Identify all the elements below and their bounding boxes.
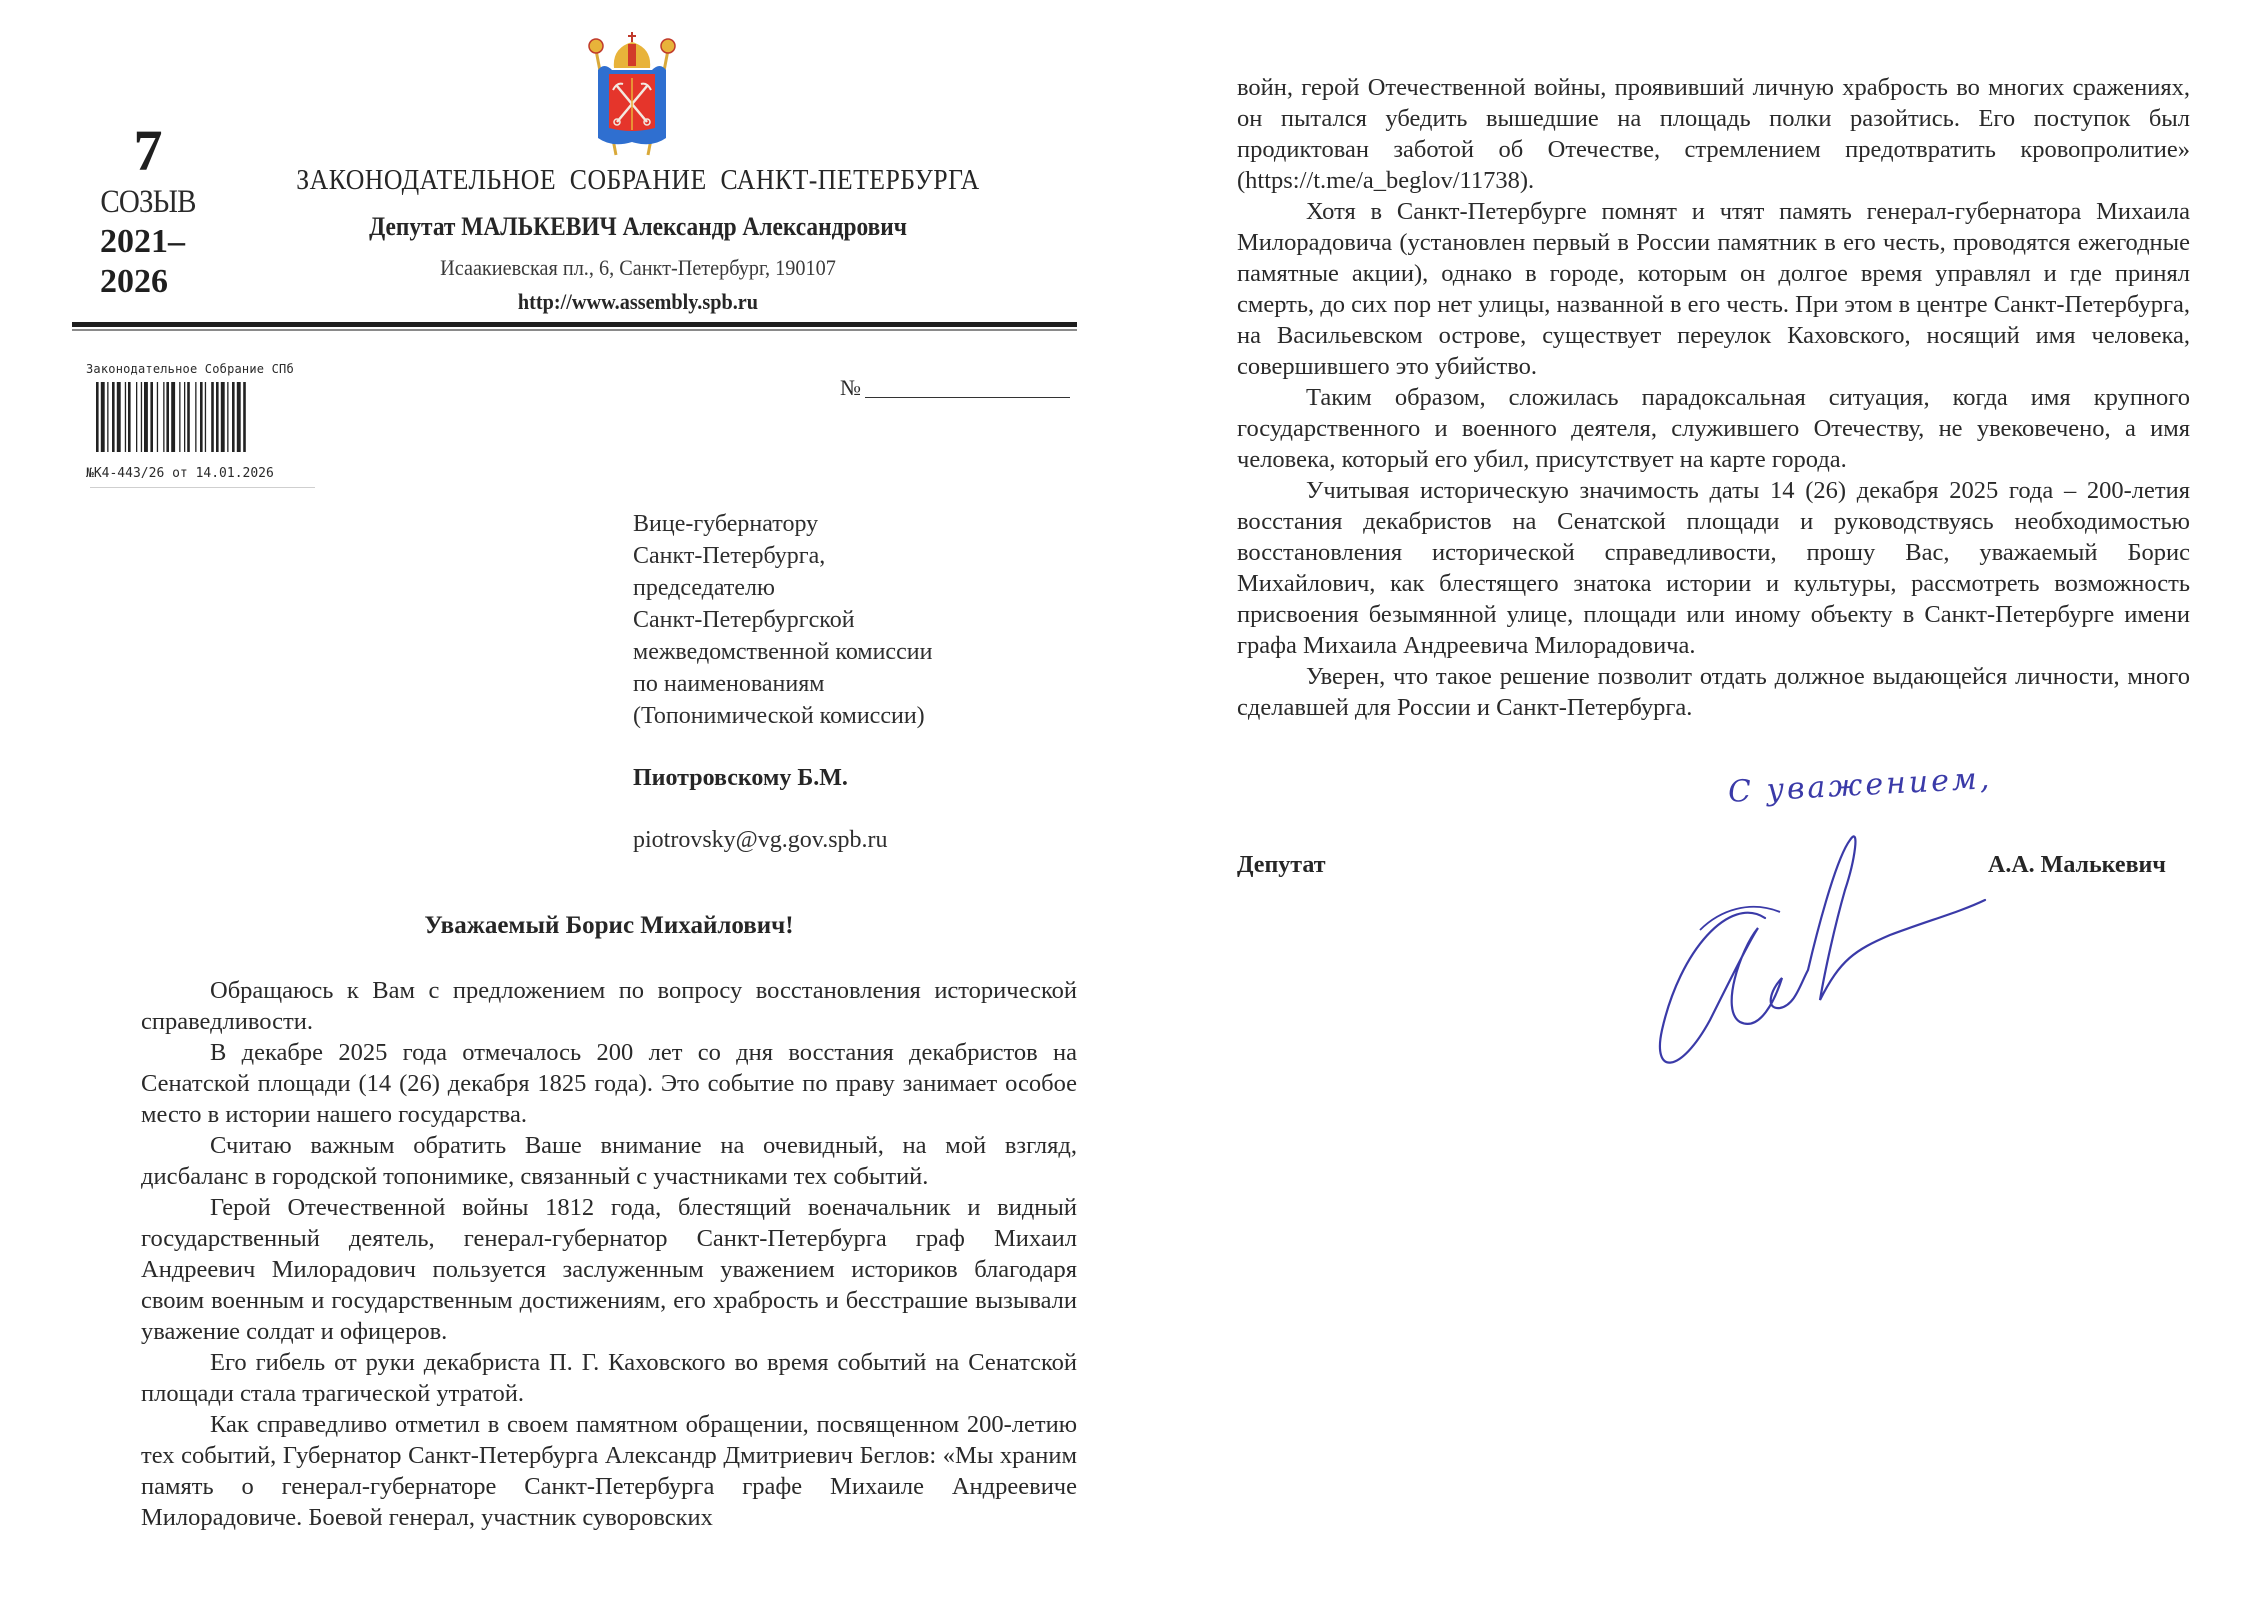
barcode-icon bbox=[96, 382, 314, 452]
body-paragraph: Обращаюсь к Вам с предложением по вопросу восстановления исторической справедливости. bbox=[141, 977, 1077, 1035]
organization-title: ЗАКОНОДАТЕЛЬНОЕ СОБРАНИЕ САНКТ-ПЕТЕРБУРГА bbox=[296, 165, 980, 196]
signature-title: Депутат bbox=[1237, 852, 1326, 878]
salutation: Уважаемый Борис Михайлович! bbox=[424, 912, 794, 939]
body-paragraph: Уверен, что такое решение позволит отдать должное выдающейся личности, много сделавшей для России и Санкт-Петербурга. bbox=[1237, 663, 2190, 721]
barcode-bar bbox=[141, 382, 142, 452]
barcode-bar bbox=[166, 382, 169, 452]
convocation-label: СОЗЫВ bbox=[100, 184, 196, 220]
barcode-bar bbox=[205, 382, 206, 452]
barcode-bar bbox=[216, 382, 219, 452]
barcode-bar bbox=[117, 382, 121, 452]
convocation-years-end: 2026 bbox=[100, 263, 168, 300]
barcode-bar bbox=[101, 382, 105, 452]
barcode-bar bbox=[107, 382, 108, 452]
signature-stroke bbox=[1660, 836, 1985, 1062]
barcode-bar bbox=[144, 382, 148, 452]
coat-of-arms-icon bbox=[582, 30, 682, 160]
barcode-bar bbox=[128, 382, 131, 452]
stamp-header: Законодательное Собрание СПб bbox=[86, 362, 294, 376]
organization-address: Исаакиевская пл., 6, Санкт-Петербург, 190107 bbox=[440, 255, 836, 280]
barcode-bar bbox=[184, 382, 185, 452]
stamp-registration-number: №К4-443/26 от 14.01.2026 bbox=[86, 466, 274, 481]
header-divider-thick bbox=[72, 322, 1077, 327]
body-paragraph: Герой Отечественной войны 1812 года, блестящий военачальник и видный государственный деятель, генерал-губернатор Санкт-Петербурга граф Михаил Андреевич Милорадович пользуется заслуженным уважением историков благодаря своим военным и государственным достижениям, его храбрость и бесстрашие вызывали уважение солдат и офицеров. bbox=[141, 1194, 1077, 1345]
addressee-line: Санкт-Петербурга, bbox=[633, 543, 826, 569]
barcode-bar bbox=[227, 382, 228, 452]
header-divider-thin bbox=[72, 329, 1077, 331]
barcode-bar bbox=[112, 382, 115, 452]
barcode-bar bbox=[211, 382, 214, 452]
addressee-line: межведомственной комиссии bbox=[633, 639, 933, 665]
body-paragraph: Считаю важным обратить Ваше внимание на очевидный, на мой взгляд, дисбаланс в городской топонимике, связанный с участниками тех событий. bbox=[141, 1132, 1077, 1190]
barcode-bar bbox=[96, 382, 99, 452]
barcode-bar bbox=[125, 382, 126, 452]
convocation-years-start: 2021– bbox=[100, 223, 185, 260]
body-paragraph: В декабре 2025 года отмечалось 200 лет со дня восстания декабристов на Сенатской площади (14 (26) декабря 1825 года). Это событие по праву занимает особое место в истории нашего государства. bbox=[141, 1039, 1077, 1128]
body-paragraph: Его гибель от руки декабриста П. Г. Каховского во время событий на Сенатской площади стала трагической утратой. bbox=[141, 1349, 1077, 1407]
barcode-bar bbox=[195, 382, 196, 452]
deputy-name-header: Депутат МАЛЬКЕВИЧ Александр Александрович bbox=[369, 212, 907, 241]
addressee-name: Пиотровскому Б.М. bbox=[633, 765, 848, 791]
barcode-bar bbox=[136, 382, 137, 452]
addressee-email: piotrovsky@vg.gov.spb.ru bbox=[633, 827, 888, 853]
organization-website: http://www.assembly.spb.ru bbox=[517, 289, 759, 314]
addressee-line: Вице-губернатору bbox=[633, 511, 819, 537]
barcode-bar bbox=[163, 382, 164, 452]
barcode-bar bbox=[187, 382, 190, 452]
body-paragraph: Хотя в Санкт-Петербурге помнят и чтят память генерал-губернатора Михаила Милорадовича (установлен первый в России памятник в его честь, проводятся ежегодные памятные акции), однако в городе, которым он долгое время управлял и где принял смерть, до сих пор нет улицы, названной в его честь. При этом в центре Санкт-Петербурга, на Васильевском острове, существует переулок Каховского, носящий имя человека, совершившего это убийство. bbox=[1237, 198, 2190, 380]
body-paragraph-continuation: войн, герой Отечественной войны, проявивший личную храбрость во многих сражениях, он пытался убедить вышедшие на площадь полки разойтись. Его поступок был продиктован заботой об Отечестве, стремлением предотвратить кровопролитие» (https://t.me/a_beglov/11738). bbox=[1237, 74, 2190, 194]
addressee-block bbox=[633, 508, 932, 732]
letter-body-left bbox=[141, 975, 1077, 1533]
stamp-underline bbox=[90, 487, 315, 488]
barcode-bar bbox=[179, 382, 180, 452]
addressee-line: Санкт-Петербургской bbox=[633, 607, 855, 633]
signature-icon bbox=[1640, 800, 1990, 1080]
barcode-bar bbox=[200, 382, 203, 452]
body-paragraph: Как справедливо отметил в своем памятном обращении, посвященном 200-летию тех событий, Губернатор Санкт-Петербурга Александр Дмитриевич Беглов: «Мы храним память о генерал-губернаторе Санкт-Петербурга графе Михаиле Андреевиче Милорадовиче. Боевой генерал, участник суворовских bbox=[141, 1411, 1077, 1531]
barcode-bar bbox=[150, 382, 153, 452]
signatory-name: А.А. Малькевич bbox=[1988, 852, 2166, 878]
barcode-bar bbox=[157, 382, 158, 452]
letter-body-right bbox=[1237, 72, 2190, 723]
convocation-block bbox=[88, 120, 208, 302]
signature-stroke bbox=[1700, 907, 1780, 930]
barcode-bar bbox=[237, 382, 241, 452]
convocation-number: 7 bbox=[133, 118, 163, 183]
barcode-bar bbox=[232, 382, 235, 452]
outgoing-number-blank bbox=[865, 397, 1070, 398]
addressee-line: по наименованиям bbox=[633, 671, 825, 697]
barcode-bar bbox=[171, 382, 175, 452]
outgoing-number-label: № bbox=[840, 375, 861, 400]
addressee-line: председателю bbox=[633, 575, 775, 601]
addressee-line: (Топонимической комиссии) bbox=[633, 703, 925, 729]
barcode-bar bbox=[243, 382, 246, 452]
body-paragraph: Таким образом, сложилась парадоксальная ситуация, когда имя крупного государственного и военного деятеля, служившего Отечеству, не увековечено, а имя человека, который его убил, присутствует на карте города. bbox=[1237, 384, 2190, 473]
body-paragraph: Учитывая историческую значимость даты 14 (26) декабря 2025 года – 200-летия восстания декабристов на Сенатской площади и руководствуясь необходимостью восстановления исторической справедливости, прошу Вас, уважаемый Борис Михайлович, как блестящего знатока истории и культуры, рассмотреть возможность присвоения безымянной улице, площади или иному объекту в Санкт-Петербурге имени графа Михаила Андреевича Милорадовича. bbox=[1237, 477, 2190, 659]
barcode-bar bbox=[221, 382, 225, 452]
handwritten-closing: С уважением, bbox=[1727, 761, 1994, 810]
